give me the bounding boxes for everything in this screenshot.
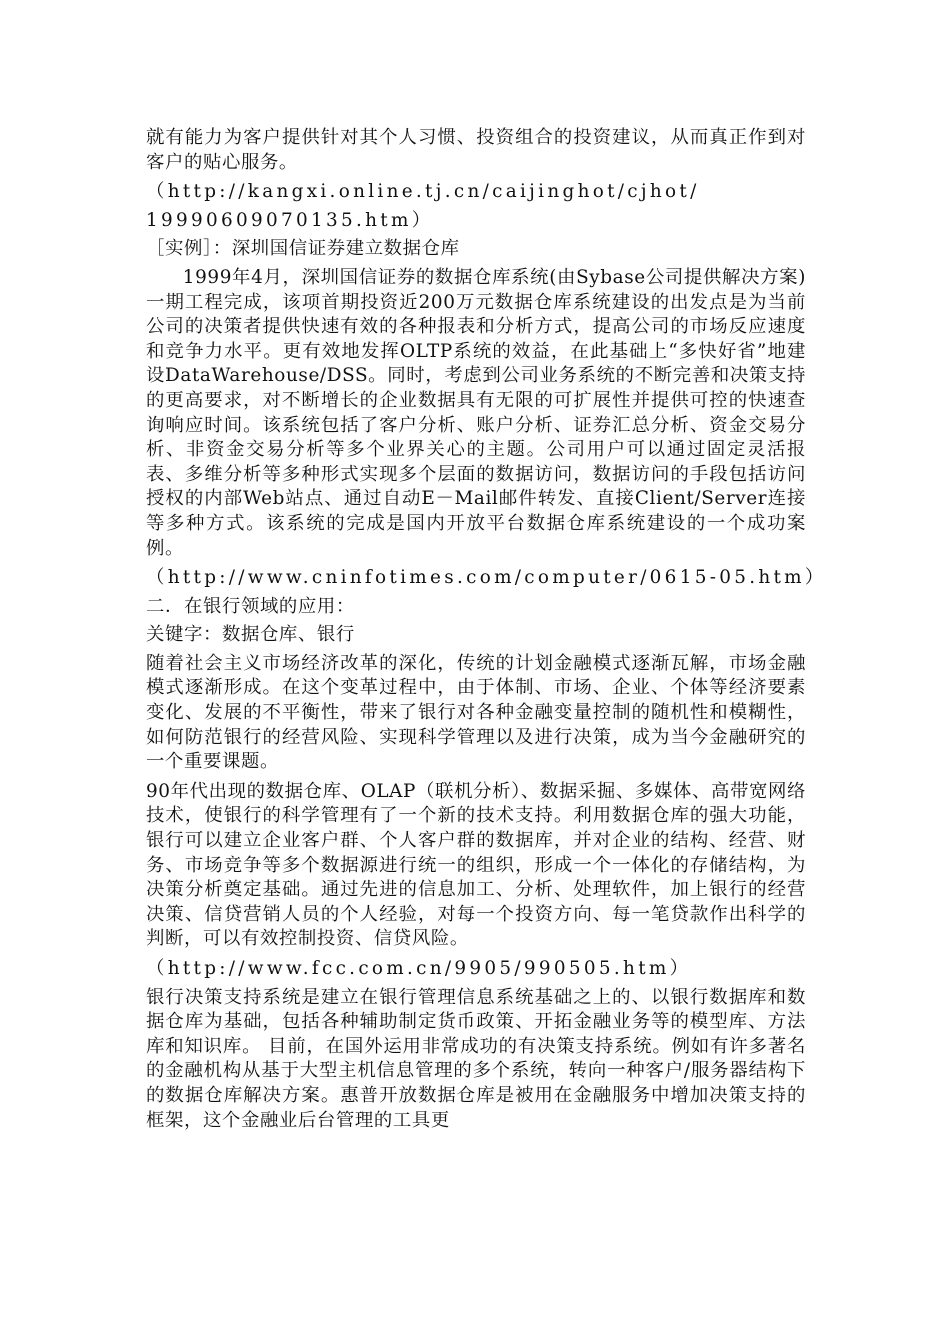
source-link-2: （http://www.cninfotimes.com/computer/0615-05.htm） — [146, 567, 827, 589]
example-paragraph: 1999年4月，深圳国信证券的数据仓库系统(由Sybase公司提供解决方案)一期工程完成，该项首期投资近200万元数据仓库系统建设的出发点是为当前公司的决策者提供快速有效的各种报表和分析方式，提高公司的市场反应速度和竞争力水平。更有效地发挥OLTP系统的效益，在此基础上“多快好省”地建设DataWarehouse/DSS。同时，考虑到公司业务系统的不断完善和决策支持的更高要求，对不断增长的企业数据具有无限的可扩展性并提供可控的快速查询响应时间。该系统包括了客户分析、账户分析、证券汇总分析、资金交易分析、非资金交易分析等多个业界关心的主题。公司用户可以通过固定灵活报表、多维分析等多种形式实现多个层面的数据访问，数据访问的手段包括访问授权的内部Web站点、通过自动E－Mail邮件转发、直接Client/Server连接等多种方式。该系统的完成是国内开放平台数据仓库系统建设的一个成功案例。 — [146, 266, 806, 559]
intro-paragraph: 就有能力为客户提供针对其个人习惯、投资组合的投资建议，从而真正作到对客户的贴心服务。 — [146, 127, 806, 173]
section-heading: 二．在银行领域的应用： — [146, 595, 355, 617]
bank-paragraph-3: 银行决策支持系统是建立在银行管理信息系统基础之上的、以银行数据库和数据仓库为基础，包括各种辅助制定货币政策、开拓金融业务等的模型库、方法库和知识库。 目前，在国外运用非常成功的有决策支持系统。例如有许多著名的金融机构从基于大型主机信息管理的多个系统，转向一种客户/服务器结构下的数据仓库解决方案。惠普开放数据仓库是被用在金融服务中增加决策支持的框架，这个金融业后台管理的工具更 — [146, 986, 806, 1131]
source-link-3: （http://www.fcc.com.cn/9905/990505.htm） — [146, 958, 692, 979]
source-link-1-line-1: （http://kangxi.online.tj.cn/caijinghot/cjhot/ — [146, 181, 700, 203]
bank-paragraph-2: 90年代出现的数据仓库、OLAP（联机分析）、数据采掘、多媒体、高带宽网络技术，使银行的科学管理有了一个新的技术支持。利用数据仓库的强大功能，银行可以建立企业客户群、个人客户群的数据库，并对企业的结构、经营、财务、市场竞争等多个数据源进行统一的组织，形成一个一体化的存储结构，为决策分析奠定基础。通过先进的信息加工、分析、处理软件，加上银行的经营决策、信贷营销人员的个人经验，对每一个投资方向、每一笔贷款作出科学的判断，可以有效控制投资、信贷风险。 — [146, 780, 806, 950]
keywords-line: 关键字：数据仓库、银行 — [146, 624, 355, 646]
example-heading: ［实例］：深圳国信证券建立数据仓库 — [146, 238, 460, 260]
document-page — [146, 126, 827, 1138]
source-link-1-line-2: 19990609070135.htm） — [146, 209, 434, 231]
bank-paragraph-1: 随着社会主义市场经济改革的深化，传统的计划金融模式逐渐瓦解，市场金融模式逐渐形成。在这个变革过程中，由于体制、市场、企业、个体等经济要素变化、发展的不平衡性，带来了银行对各种金融变量控制的随机性和模糊性，如何防范银行的经营风险、实现科学管理以及进行决策，成为当今金融研究的一个重要课题。 — [146, 652, 806, 773]
